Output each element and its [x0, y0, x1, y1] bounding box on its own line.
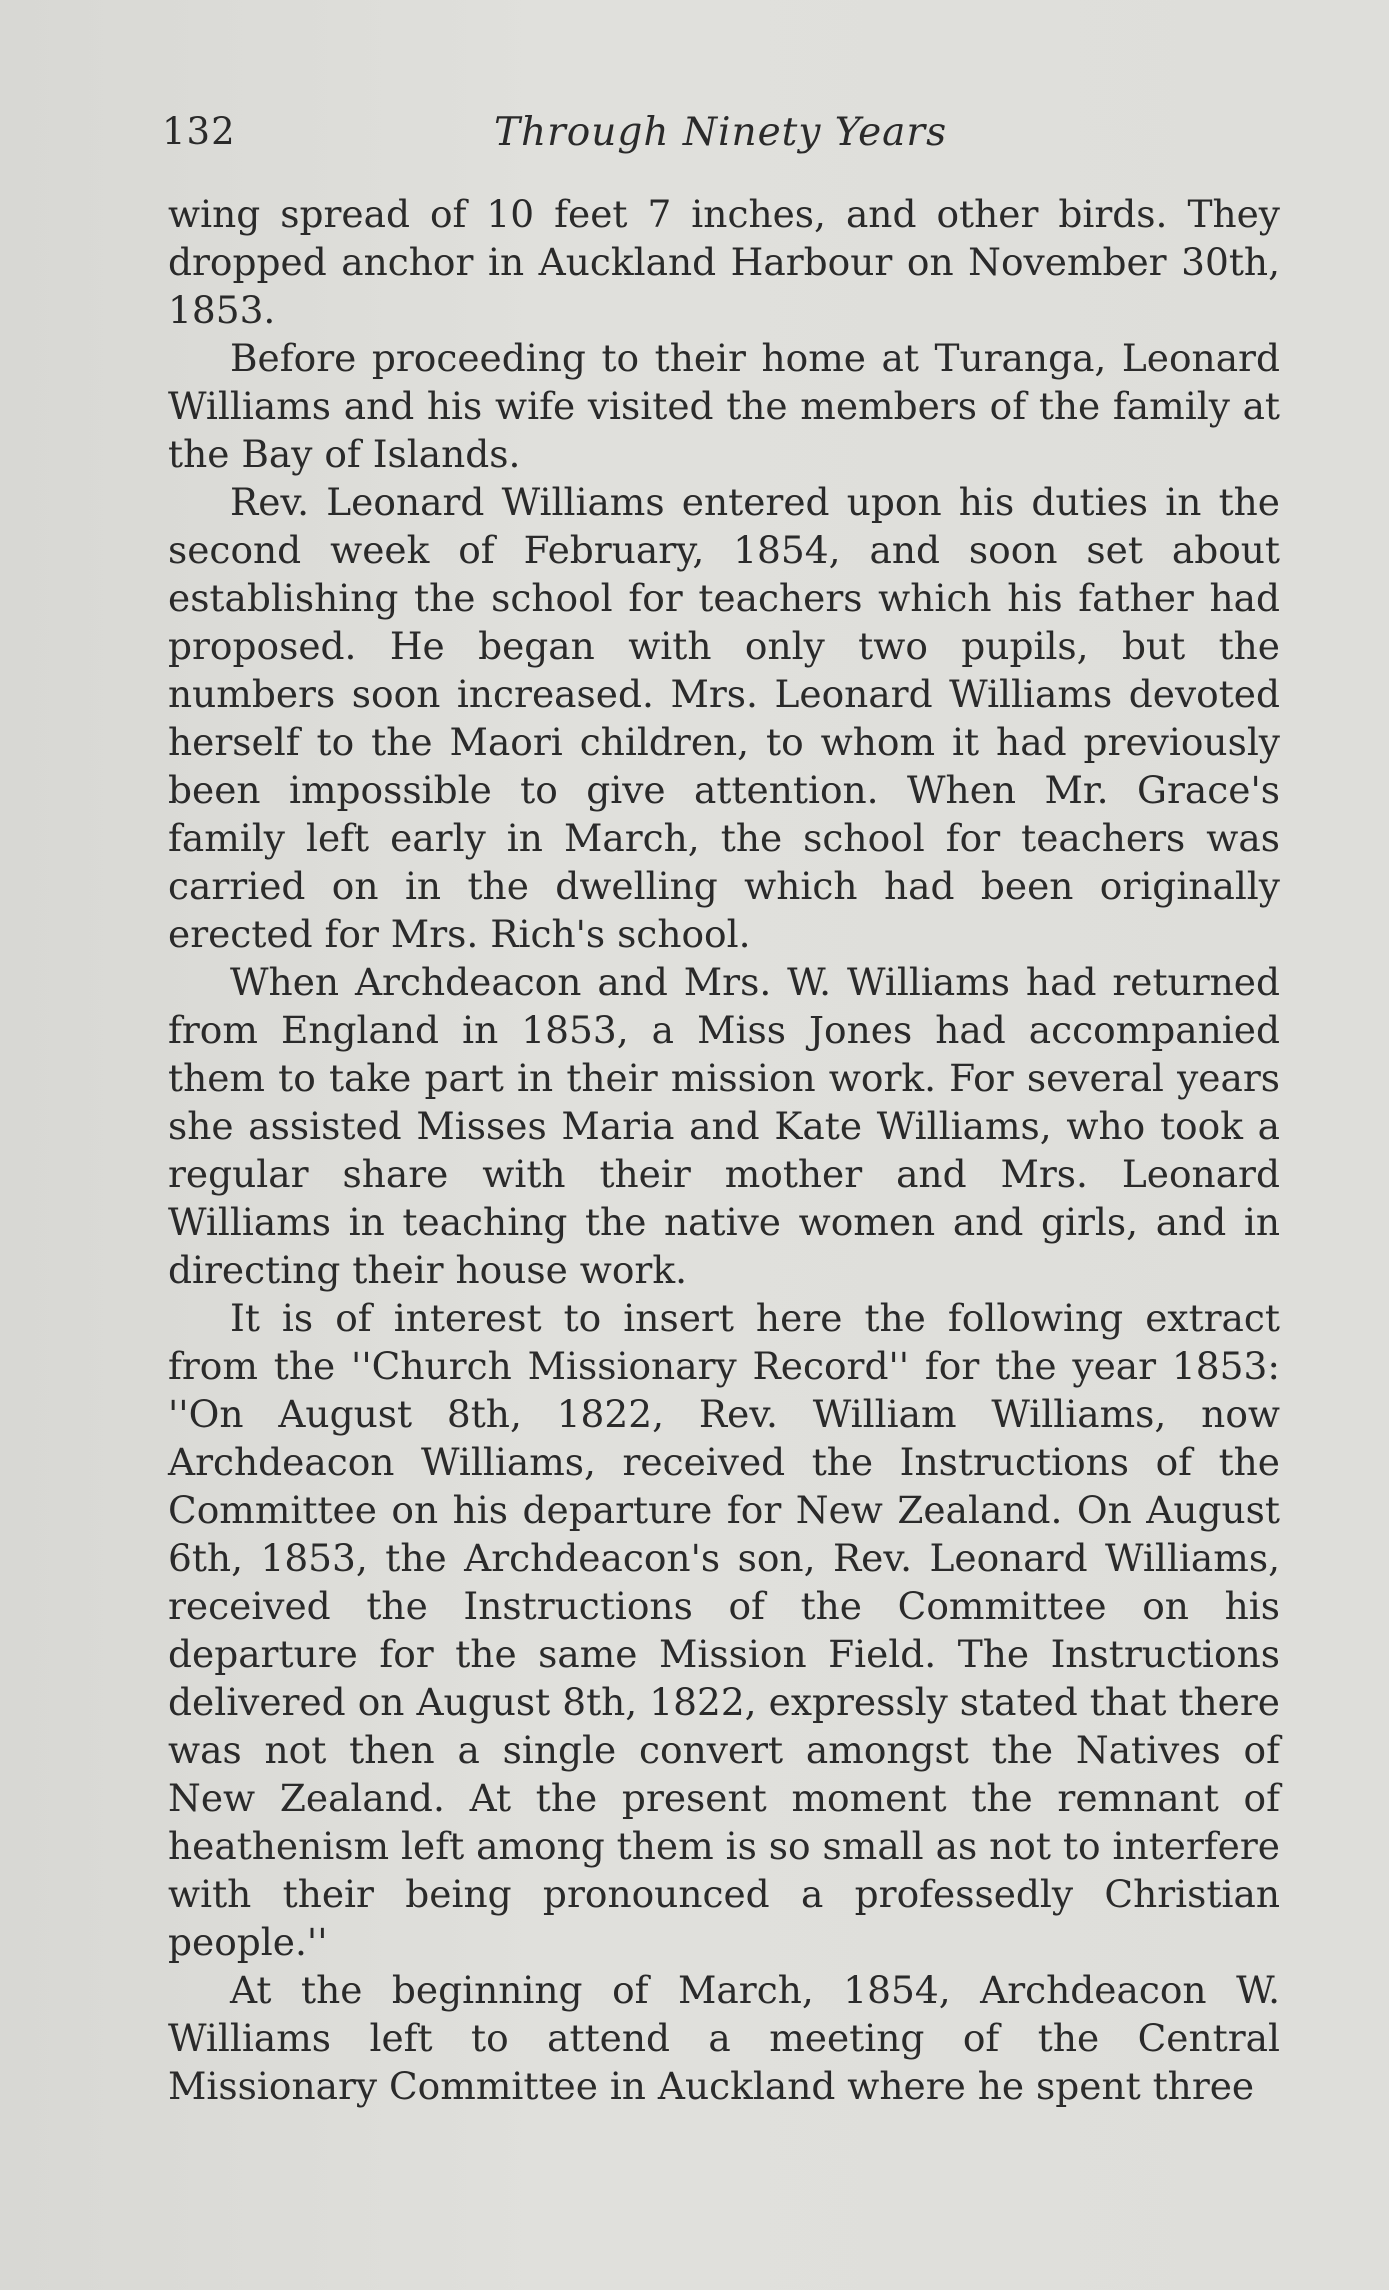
paragraph: When Archdeacon and Mrs. W. Williams had returned from England in 1853, a Miss Jones had accompanied them to take part in their mission work. For several years she assisted Misses Maria and Kate Williams, who took a regular share with their mother and Mrs. Leonard Williams in teaching the native women and girls, and in directing their house work. [168, 960, 1280, 1292]
page-number: 132 [162, 110, 236, 153]
page-header [162, 110, 1282, 160]
body-text [168, 190, 1280, 2110]
paragraph: It is of interest to insert here the following extract from the ''Church Missionary Record'' for the year 1853: ''On August 8th, 1822, Rev. William Williams, now Archdeacon Williams, received the Instructions of the Committee on his departure for New Zealand. On August 6th, 1853, the Archdeacon's son, Rev. Leonard Williams, received the Instructions of the Committee on his departure for the same Mission Field. The Instructions delivered on August 8th, 1822, expressly stated that there was not then a single convert amongst the Natives of New Zealand. At the present moment the remnant of heathenism left among them is so small as not to interfere with their being pronounced a professedly Christian people.'' [168, 1296, 1280, 1964]
paragraph: At the beginning of March, 1854, Archdeacon W. Williams left to attend a meeting of the Central Missionary Committee in Auckland where he spent three [168, 1968, 1280, 2108]
paragraph-continued: wing spread of 10 feet 7 inches, and other birds. They dropped anchor in Auckland Harbour on November 30th, 1853. [168, 192, 1280, 332]
running-title: Through Ninety Years [494, 110, 948, 155]
paragraph: Before proceeding to their home at Turanga, Leonard Williams and his wife visited the members of the family at the Bay of Islands. [168, 336, 1280, 476]
paragraph: Rev. Leonard Williams entered upon his duties in the second week of February, 1854, and soon set about establishing the school for teachers which his father had proposed. He began with only two pupils, but the numbers soon increased. Mrs. Leonard Williams devoted herself to the Maori children, to whom it had previously been impossible to give attention. When Mr. Grace's family left early in March, the school for teachers was carried on in the dwelling which had been originally erected for Mrs. Rich's school. [168, 480, 1280, 956]
